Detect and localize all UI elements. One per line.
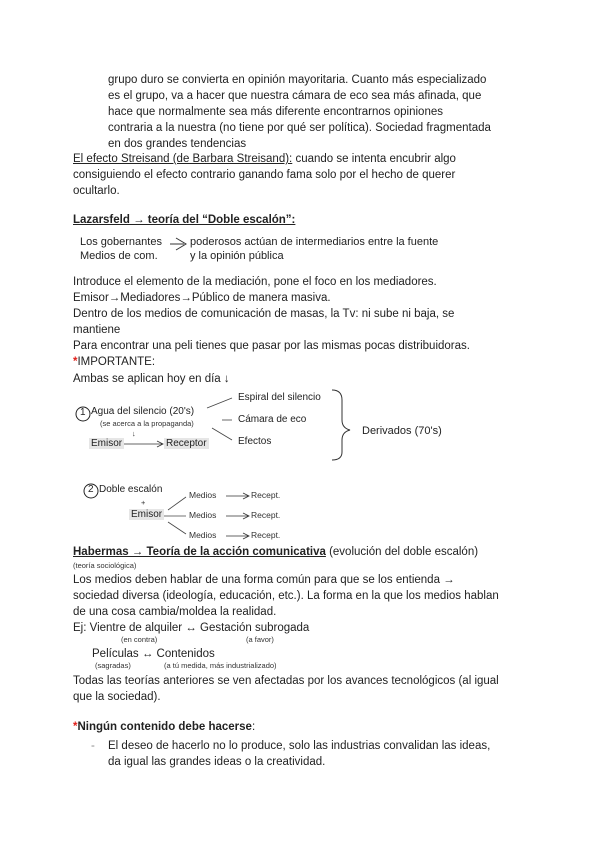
- lazarsfeld-heading: Lazarsfeld → teoría del “Doble escalón”:: [73, 214, 296, 226]
- branch-efectos: Efectos: [238, 436, 272, 447]
- lazarsfeld-p1: Introduce el elemento de la mediación, pone el foco en los mediadores.: [73, 276, 437, 288]
- derivados: Derivados (70's): [362, 425, 442, 437]
- diagram1-subtitle: (se acerca a la propaganda): [100, 419, 194, 428]
- medios-2: Medios: [189, 510, 217, 520]
- lazarsfeld-p3a: Dentro de los medios de comunicación de masas, la Tv: ni sube ni baja, se: [73, 308, 455, 320]
- medios-arrow-3-icon: [226, 533, 249, 539]
- emisor-receptor-arrow-icon: [124, 441, 163, 447]
- streisand-line-2: consiguiendo el efecto contrario ganando fama solo por el hecho de querer: [73, 169, 456, 181]
- branch-espiral: Espiral del silencio: [238, 392, 321, 403]
- intro-line-3: hace que normalmente sea más diferente encontrarnos opiniones: [108, 106, 443, 118]
- branch-line-3: [212, 428, 232, 440]
- streisand-term: El efecto Streisand (de Barbara Streisand):: [73, 153, 293, 165]
- diagram1-emisor: Emisor: [91, 438, 123, 449]
- brace: [332, 390, 350, 460]
- habermas-ex2-note-a: (sagradas): [95, 661, 131, 670]
- diagram2-title: Doble escalón: [99, 484, 163, 495]
- habermas-ex2-note-b: (a tú medida, más industrializado): [164, 661, 277, 670]
- habermas-heading: Habermas → Teoría de la acción comunicativa: [73, 546, 326, 558]
- ninguno-star: *: [73, 721, 78, 733]
- doble-line-1: [168, 497, 186, 510]
- intro-line-5: en dos grandes tendencias: [108, 138, 247, 150]
- intro-line-2: es el grupo, va a hacer que nuestra cámara de eco sea más afinada, que: [108, 90, 482, 102]
- habermas-l3: de una cosa cambia/moldea la realidad.: [73, 606, 277, 618]
- bullet-dash: -: [91, 740, 95, 752]
- medios-arrow-2-icon: [226, 513, 249, 519]
- ninguno-b2: da igual las grandes ideas o la creatividad.: [108, 756, 326, 768]
- habermas-ex1-note-a: (en contra): [121, 635, 158, 644]
- recept-3: Recept.: [251, 530, 281, 540]
- diagram1-title: Agua del silencio (20's): [91, 406, 195, 417]
- habermas-heading-line: [73, 544, 478, 560]
- hw-arrow-icon: [170, 238, 186, 250]
- ninguno-b1: El deseo de hacerlo no lo produce, solo las industrias convalidan las ideas,: [108, 740, 491, 752]
- ninguno-colon: :: [251, 721, 256, 733]
- ninguno-label: Ningún contenido debe hacerse: [77, 721, 252, 733]
- streisand-line-3: ocultarlo.: [73, 185, 120, 197]
- hw-poderosos: poderosos actúan de intermediarios entre la fuente: [190, 236, 439, 248]
- diagram1-down-arrow-icon: ↓: [132, 429, 136, 438]
- diagram1-number: 1: [80, 407, 86, 418]
- lazarsfeld-p2: Emisor→Mediadores→Público de manera masiva.: [73, 292, 331, 304]
- branch-line-1: [207, 398, 232, 408]
- habermas-ex2: Películas ↔ Contenidos: [92, 648, 215, 660]
- diagram2-number: 2: [88, 484, 94, 495]
- diagram2-emisor: Emisor: [131, 509, 163, 520]
- streisand-rest: cuando se intenta encubrir algo: [292, 153, 456, 165]
- recept-1: Recept.: [251, 490, 281, 500]
- recept-2: Recept.: [251, 510, 281, 520]
- habermas-l4: Todas las teorías anteriores se ven afectadas por los avances tecnológicos (al igual: [73, 675, 499, 687]
- hw-opinion: y la opinión pública: [190, 250, 284, 262]
- doble-line-3: [168, 522, 186, 534]
- down-arrow-icon: ↓: [223, 373, 230, 385]
- habermas-ex1: Ej: Vientre de alquiler ↔ Gestación subrogada: [73, 622, 310, 634]
- hw-gobernantes: Los gobernantes: [80, 236, 162, 248]
- importante-star: *: [73, 356, 78, 368]
- ninguno-heading-line: [73, 719, 255, 735]
- hw-medios: Medios de com.: [80, 250, 158, 262]
- intro-line-4: contraria a la nuestra (no tiene por qué ser política). Sociedad fragmentada: [108, 122, 491, 134]
- habermas-l5: que la sociedad).: [73, 691, 161, 703]
- habermas-ex1-note-b: (a favor): [246, 635, 274, 644]
- diagram2-plus: +: [141, 498, 146, 507]
- lazarsfeld-p4: Para encontrar una peli tienes que pasar por las mismas pocas distribuidoras.: [73, 340, 470, 352]
- medios-arrow-1-icon: [226, 493, 249, 499]
- importante-label: IMPORTANTE:: [77, 356, 156, 368]
- branch-camara: Cámara de eco: [238, 414, 307, 425]
- medios-1: Medios: [189, 490, 217, 500]
- ambas-text: Ambas se aplican hoy en día: [73, 373, 221, 385]
- lazarsfeld-p3b: mantiene: [73, 324, 121, 336]
- habermas-note: (teoría sociológica): [73, 561, 137, 570]
- diagram1-receptor: Receptor: [166, 438, 207, 449]
- medios-3: Medios: [189, 530, 217, 540]
- habermas-l1: Los medios deben hablar de una forma común para que se los entienda →: [73, 574, 455, 586]
- intro-line-1: grupo duro se convierta en opinión mayoritaria. Cuanto más especializado: [108, 74, 487, 86]
- habermas-paren: (evolución del doble escalón): [325, 546, 479, 558]
- habermas-l2: sociedad diversa (ideología, educación, etc.). La forma en la que los medios hablan: [73, 590, 499, 602]
